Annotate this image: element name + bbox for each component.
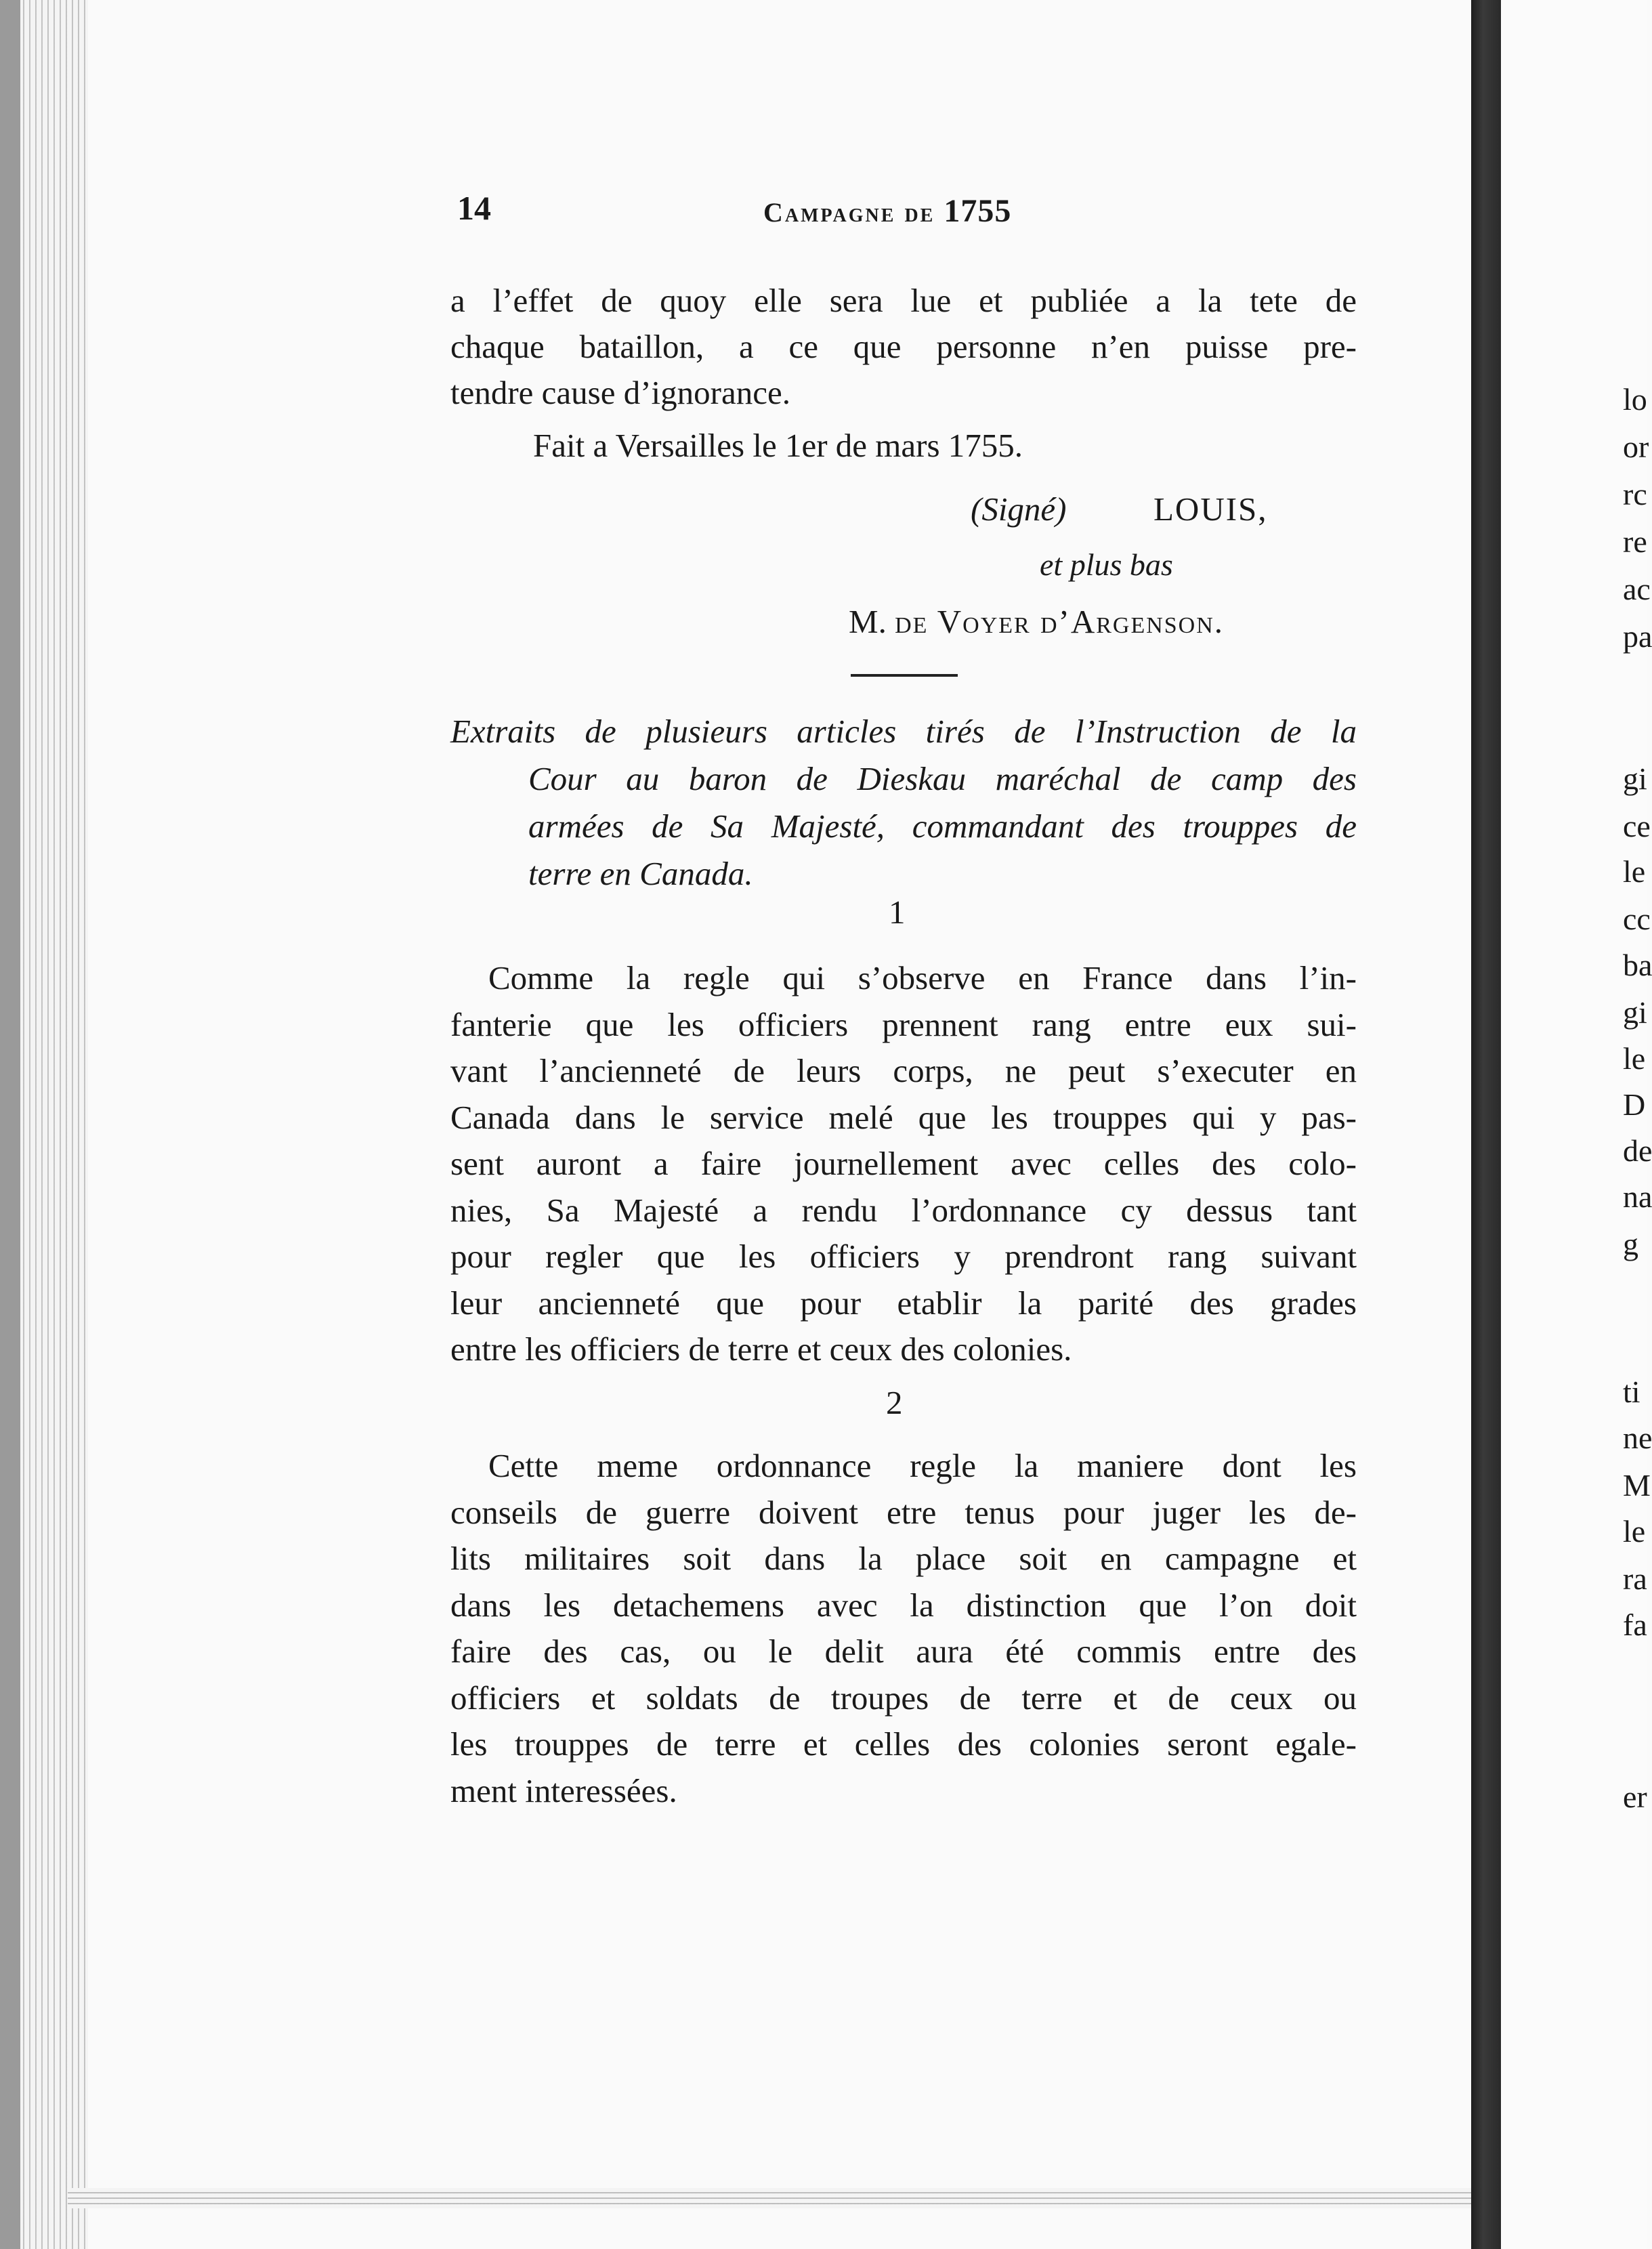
- paragraph-line: Comme la regle qui s’observe en France dans l’in-: [488, 959, 1357, 996]
- article-paragraph: [450, 1443, 1357, 1814]
- facing-fragment: fa: [1623, 1607, 1647, 1642]
- paragraph-line: dans les detachemens avec la distinction que l’on doit: [450, 1586, 1357, 1624]
- date-line: Fait a Versailles le 1er de mars 1755.: [533, 427, 1023, 464]
- facing-fragment: le: [1623, 1514, 1646, 1549]
- countersign: [849, 599, 1224, 645]
- heading-line: armées de Sa Majesté, commandant des trouppes de: [528, 807, 1357, 845]
- heading-line: Cour au baron de Dieskau maréchal de camp des: [528, 760, 1357, 797]
- below-label: et plus bas: [1040, 547, 1173, 582]
- facing-fragment: lo: [1623, 382, 1647, 417]
- heading-continuation: [450, 755, 1357, 898]
- facing-fragment: ba: [1623, 948, 1652, 982]
- facing-fragment: cc: [1623, 902, 1651, 936]
- facing-fragment: g: [1623, 1227, 1638, 1261]
- running-head-title: Campagne de: [763, 197, 935, 228]
- paragraph-line: Canada dans le service melé que les trouppes qui y pas-: [450, 1098, 1357, 1136]
- article-number: 2: [886, 1384, 903, 1421]
- paragraph-line: nies, Sa Majesté a rendu l’ordonnance cy dessus tant: [450, 1191, 1357, 1229]
- facing-fragment: er: [1623, 1780, 1647, 1814]
- paragraph-line: les trouppes de terre et celles des colonies seront egale-: [450, 1725, 1357, 1763]
- facing-fragment: re: [1623, 524, 1647, 559]
- facing-fragment: gi: [1623, 761, 1647, 796]
- facing-fragment: M: [1623, 1468, 1651, 1502]
- extract-heading: [450, 708, 1357, 898]
- heading-line: Extraits de plusieurs articles tirés de l’Instruction de la: [450, 713, 1357, 750]
- countersign-name: de Voyer d’Argenson.: [895, 603, 1225, 640]
- paragraph-line: ment interessées.: [450, 1771, 677, 1809]
- book-gutter: [1471, 0, 1501, 2249]
- facing-fragment: ce: [1623, 809, 1651, 843]
- paragraph-line: entre les officiers de terre et ceux des colonies.: [450, 1330, 1072, 1368]
- paragraph-line: lits militaires soit dans la place soit en campagne et: [450, 1540, 1357, 1577]
- signed-label: (Signé): [971, 490, 1067, 528]
- facing-fragment: ac: [1623, 572, 1651, 606]
- facing-fragment: rc: [1623, 477, 1647, 511]
- countersign-m: M.: [849, 603, 887, 640]
- ordinance-line: a l’effet de quoy elle sera lue et publiée a la tete de: [450, 282, 1357, 319]
- paragraph-line: conseils de guerre doivent etre tenus pour juger les de-: [450, 1493, 1357, 1531]
- facing-page: [1501, 0, 1652, 2249]
- ordinance-line: tendre cause d’ignorance.: [450, 374, 790, 411]
- heading-line: terre en Canada.: [528, 855, 753, 892]
- article-paragraph: [450, 955, 1357, 1373]
- article-number: 1: [889, 894, 906, 931]
- facing-fragment: ne: [1623, 1421, 1652, 1455]
- page-number: 14: [457, 189, 491, 227]
- paragraph-line: pour regler que les officiers y prendront rang suivant: [450, 1238, 1357, 1275]
- facing-fragment: D: [1623, 1087, 1646, 1122]
- facing-fragment: de: [1623, 1133, 1652, 1168]
- facing-fragment: gi: [1623, 995, 1647, 1030]
- signed-name: LOUIS,: [1153, 490, 1268, 528]
- ordinance-line: chaque bataillon, a ce que personne n’en puisse pre-: [450, 328, 1357, 365]
- running-head: [763, 192, 1011, 230]
- facing-fragment: le: [1623, 1041, 1646, 1076]
- paragraph-line: fanterie que les officiers prennent rang entre eux sui-: [450, 1005, 1357, 1043]
- paragraph-line: faire des cas, ou le delit aura été commis entre des: [450, 1633, 1357, 1670]
- running-head-year: 1755: [944, 193, 1012, 229]
- facing-fragment: pa: [1623, 619, 1652, 654]
- paragraph-line: sent auront a faire journellement avec celles des colo-: [450, 1145, 1357, 1182]
- facing-fragment: ra: [1623, 1561, 1647, 1596]
- paragraph-line: leur ancienneté que pour etablir la parité des grades: [450, 1284, 1357, 1322]
- paragraph-line: Cette meme ordonnance regle la maniere dont les: [488, 1447, 1357, 1484]
- facing-fragment: ti: [1623, 1374, 1640, 1409]
- section-divider: [851, 674, 958, 677]
- page-header: [457, 188, 1351, 229]
- facing-fragment: na: [1623, 1179, 1652, 1214]
- facing-fragment: or: [1623, 429, 1649, 464]
- paragraph-line: vant l’ancienneté de leurs corps, ne peut s’executer en: [450, 1052, 1357, 1089]
- paragraph-line: officiers et soldats de troupes de terre et de ceux ou: [450, 1679, 1357, 1717]
- facing-fragment: le: [1623, 854, 1646, 889]
